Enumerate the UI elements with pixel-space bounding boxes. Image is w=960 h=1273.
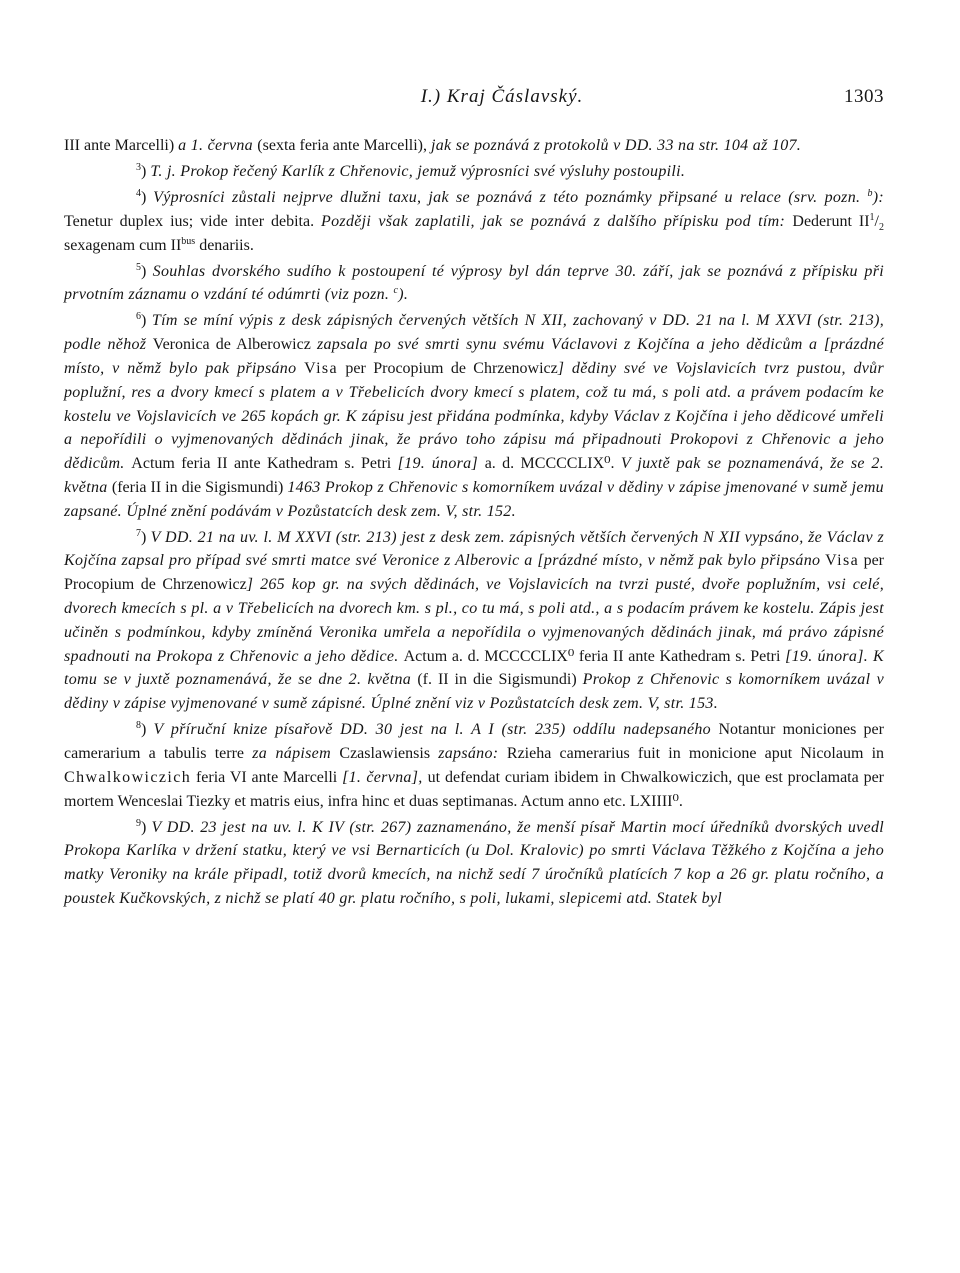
footnote-8: $^8$) V příruční knize písařově DD. 30 jest na l. A I (str. 235) oddílu nadepsaného Notantur moniciones per camerarium a tabulis terre za nápisem Czaslawiensis zapsáno: Rzieha camerarius fuit in monicione aput Nicolaum in Chwalkowiczich feria VI ante Marcelli [1. června], ut defendat curiam ibidem in Chwalkowiczich, que est proclamata per mortem Wenceslai Tiezky et matris eius, infra hinc et duas septimanas. Actum anno etc. LXIIII⁰. bbox=[64, 720, 885, 810]
running-header bbox=[64, 86, 884, 114]
footnote-marker: 8 bbox=[136, 720, 141, 732]
footnote-marker: 9 bbox=[136, 817, 141, 829]
footnote-3: $^3$) T. j. Prokop řečený Karlík z Chřenovic, jemuž výprosníci své výsluhy postoupili. bbox=[136, 161, 686, 180]
footnotes-block bbox=[64, 134, 884, 913]
page-number: 1303 bbox=[844, 86, 884, 107]
footnote-marker: 6 bbox=[136, 311, 141, 323]
footnote-marker: 4 bbox=[136, 187, 141, 199]
footnote-4: $^4$) Výprosníci zůstali nejprve dlužni taxu, jak se poznává z této poznámky připsané u relace (srv. pozn. $^b$): Tenetur duplex ius; vide inter debita. Později však zaplatili, jak se poznává z dalšího přípisku pod tím: Dederunt $II^1/_2$ sexagenam cum $II^{bus}$ denariis. bbox=[64, 187, 885, 254]
footnote-7: $^7$) V DD. 21 na uv. l. M XXVI (str. 213) jest z desk zem. zápisných větších červených N XII vypsáno, že Václav z Kojčína zapsal pro případ své smrti matce své Veronice z Alberovic a [prázdné místo, v němž pak bylo připsáno Visa per Procopium de Chrzenowicz] 265 kop gr. na svých dědinách, ve Vojslavicích na tvrzi pusté, dvoře poplužním, vsi celé, dvorech kmecích s pl. a v Třebelicích na dvorech km. s pl., co tu má, s poli atd., a s podacím právem ke kostelu. Zápis jest učiněn s podmínkou, kdyby zmíněná Veronika umřela a nepořídila o vyjmenovaných dědinách jinak, má právo zápisné spadnouti na Prokopa z Chřenovic a jeho dědice. Actum a. d. MCCCCLIX⁰ feria II ante Kathedram s. Petri [19. února]. K tomu se v juxtě poznamenává, že se dne 2. května (f. II in die Sigismundi) Prokop z Chřenovic s komorníkem uvázal v dědiny v zápise vyjmenované v sumě zápisné. Úplné znění viz v Pozůstatcích desk zem. V, str. 153. bbox=[64, 527, 885, 713]
running-title: I.) Kraj Čáslavský. bbox=[420, 86, 584, 107]
footnote-6: $^6$) Tím se míní výpis z desk zápisných červených větších N XII, zachovaný v DD. 21 na l. M XXVI (str. 213), podle něhož Veronica de Alberowicz zapsala po své smrti synu svému Václavovi z Kojčína a jeho dědicům a [prázdné místo, v němž bylo pak připsáno Visa per Procopium de Chrzenowicz] dědiny své ve Vojslavicích tvrz pustou, dvůr poplužní, res a dvory kmecí s platem a v Třebelicích dvory kmecí s platem, což tu má, s poli atd. a právem podacím ke kostelu ve Vojslavicích ve 265 kopách gr. K zápisu jest přidána podmínka, kdyby Václav z Kojčína i jeho dědicové umřeli a nepořídili o vyjmenovaných dědinách jinak, že právo toho zápisu má připadnouti Prokopovi z Chřenovic a jeho dědicům. Actum feria II ante Kathedram s. Petri [19. února] a. d. MCCCCLIX⁰. V juxtě pak se poznamenává, že se 2. května (feria II in die Sigismundi) 1463 Prokop z Chřenovic s komorníkem uvázal v dědiny v zápise jmenované v sumě jemu zapsané. Úplné znění podávám v Pozůstatcích desk zem. V, str. 152. bbox=[64, 311, 885, 520]
footnote-5: $^5$) Souhlas dvorského sudího k postoupení té výprosy byl dán teprve 30. září, jak se poznává z přípisku při prvotním záznamu o vzdání té odúmrti (viz pozn. $^c$). bbox=[64, 261, 884, 304]
footnote-marker: 3 bbox=[136, 161, 141, 173]
footnote-marker: 7 bbox=[136, 527, 141, 539]
footnote-marker: 5 bbox=[136, 261, 141, 273]
footnote-9: $^9$) V DD. 23 jest na uv. l. K IV (str. 267) zaznamenáno, že menší písař Martin mocí úředníků dvorských uvedl Prokopa Karlíka v držení statku, který ve vsi Bernarticích (u Dol. Kralovic) po smrti Václava Těžkého z Kojčína a jeho matky Veroniky na krále připadl, totiž dvorů kmecích, na nichž sedí 7 úročníků platících 7 kop a 26 gr. platu ročního, a poustek Kučkovských, z nichž se platí 40 gr. platu ročního, s poli, lukami, slepicemi atd. Statek byl bbox=[64, 817, 884, 908]
footnote-continuation: III ante Marcelli) a 1. června (sexta feria ante Marcelli), jak se poznává z protokolů v DD. 33 na str. 104 až 107. bbox=[64, 137, 802, 154]
